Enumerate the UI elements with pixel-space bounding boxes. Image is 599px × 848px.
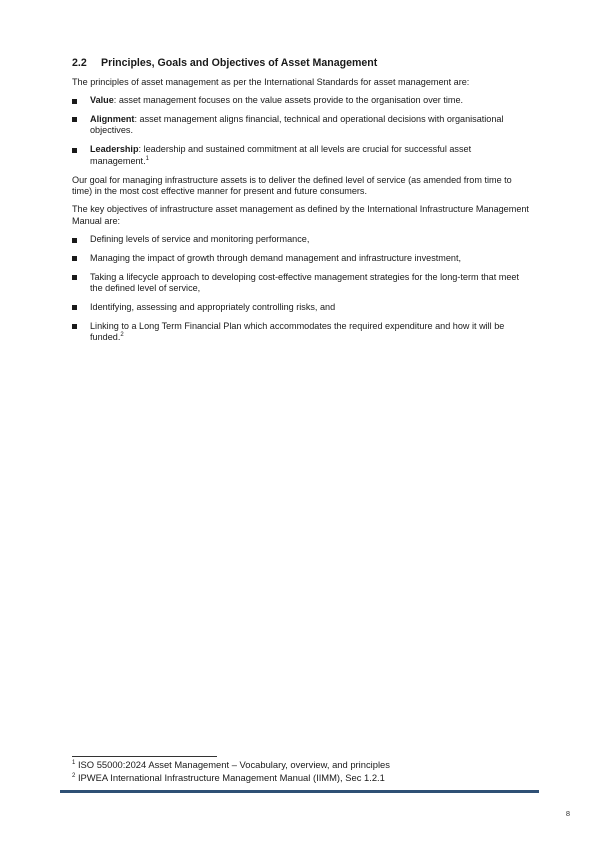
objective-text: Defining levels of service and monitoring performance, — [90, 234, 310, 244]
square-bullet-icon — [72, 99, 77, 104]
page-body — [72, 57, 532, 351]
footnote-1 — [72, 759, 532, 772]
section-number: 2.2 — [72, 57, 87, 69]
list-item — [72, 253, 532, 265]
footnote-divider — [72, 756, 217, 757]
principle-term: Alignment — [90, 113, 135, 124]
section-heading — [72, 57, 532, 70]
footnote-2 — [72, 772, 532, 785]
square-bullet-icon — [72, 256, 77, 261]
footnote-reference[interactable]: 2 — [120, 332, 124, 339]
footnote-reference[interactable]: 1 — [145, 155, 149, 162]
objective-text: Identifying, assessing and appropriately controlling risks, and — [90, 301, 336, 312]
square-bullet-icon — [72, 117, 77, 122]
objective-text: Taking a lifecycle approach to developing cost-effective management strategies for the long-term that meet the defined level of service, — [90, 271, 519, 294]
square-bullet-icon — [72, 148, 77, 153]
goal-paragraph: Our goal for managing infrastructure assets is to deliver the defined level of service (as amended from time to time) in the most cost effective manner for present and future consumers. — [72, 174, 512, 197]
footnote-marker: 2 — [72, 772, 76, 779]
principle-text: : asset management aligns financial, technical and operational decisions with organisational objectives. — [90, 113, 504, 136]
square-bullet-icon — [72, 305, 77, 310]
list-item-value — [72, 95, 532, 107]
intro-paragraph: The principles of asset management as per the International Standards for asset management are: — [72, 77, 470, 87]
principle-term: Leadership — [90, 144, 139, 155]
section-title: Principles, Goals and Objectives of Asset Management — [101, 57, 378, 69]
page-number: 8 — [565, 809, 570, 818]
list-item — [72, 272, 532, 295]
objectives-intro-paragraph: The key objectives of infrastructure asset management as defined by the International Infrastructure Management Manual are: — [72, 204, 529, 226]
footer-divider — [60, 790, 539, 793]
list-item — [72, 321, 532, 344]
objective-text: Managing the impact of growth through demand management and infrastructure investment, — [90, 252, 462, 263]
footnote-text: ISO 55000:2024 Asset Management – Vocabulary, overview, and principles — [75, 759, 390, 770]
list-item-alignment — [72, 114, 532, 137]
principles-list — [72, 95, 532, 167]
principle-term: Value — [90, 95, 114, 106]
principle-text: : asset management focuses on the value assets provide to the organisation over time. — [113, 95, 464, 106]
square-bullet-icon — [72, 324, 77, 329]
list-item — [72, 302, 532, 314]
list-item — [72, 234, 532, 246]
objective-text: Linking to a Long Term Financial Plan which accommodates the required expenditure and how it will be funded. — [90, 320, 505, 343]
list-item-leadership — [72, 144, 532, 167]
square-bullet-icon — [72, 238, 77, 243]
footnote-marker: 1 — [72, 759, 76, 766]
objectives-list — [72, 234, 532, 344]
square-bullet-icon — [72, 275, 77, 280]
principle-text: : leadership and sustained commitment at all levels are crucial for successful asset management. — [90, 144, 472, 166]
footnotes — [72, 759, 532, 784]
footnote-text: IPWEA International Infrastructure Management Manual (IIMM), Sec 1.2.1 — [75, 771, 385, 783]
